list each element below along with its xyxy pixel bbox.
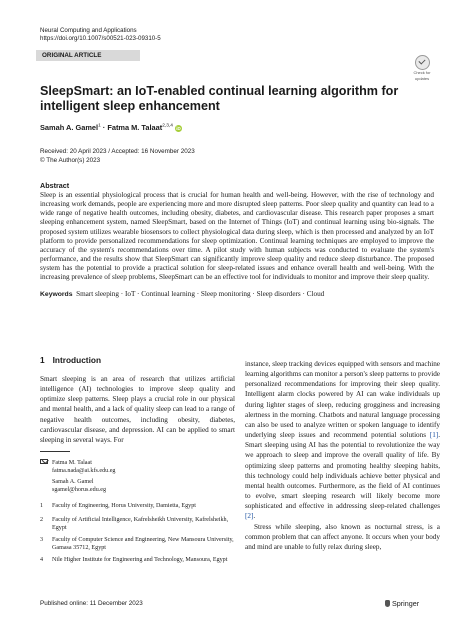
- springer-horse-icon: [385, 600, 390, 607]
- publisher-name: Springer: [392, 599, 420, 608]
- section-heading: [40, 355, 109, 365]
- check-updates-icon: [415, 55, 430, 70]
- check-updates-label-1: Check for: [413, 70, 431, 75]
- envelope-icon: [40, 459, 48, 464]
- affiliation-1: [40, 502, 235, 510]
- co-author-contact: [40, 478, 235, 494]
- author-list: [40, 123, 182, 132]
- co-author-name: Samah A. Gamel: [52, 479, 94, 485]
- section-title: Introduction: [52, 355, 102, 365]
- intro-paragraph-left: Smart sleeping is an area of research that utilizes artificial intelligence (AI) technologies to improve sleep quality and optimize sleep patterns. Sleep plays a crucial role in our physical and mental health, and a lack of quality sleep can lead to a range of negative health outcomes, including obesity, diabetes, cardiovascular disease, and depression. AI can be applied to smart sleeping in several ways. For: [40, 375, 235, 444]
- para-text-1: instance, sleep tracking devices equipped with sensors and machine learning algorithms can monitor a person's sleep patterns to provide personalized recommendations for improving their sleep quality. Intelligent alarm clocks powered by AI can wake individuals up during lighter stages of sleep, reducing grogginess and increasing alertness in the morning. Chatbots and natural language processing can also be used to analyze written or spoken language to identify underlying sleep issues and recommend potential solutions: [245, 360, 440, 440]
- para-text-3: .: [253, 512, 256, 521]
- intro-paragraph-right: [245, 359, 440, 522]
- affiliation-text: Faculty of Artificial Intelligence, Kafrelsheikh University, Kafrelsheikh, Egypt: [52, 517, 229, 531]
- abstract-heading: Abstract: [40, 181, 70, 190]
- left-column: [40, 374, 235, 445]
- copyright: © The Author(s) 2023: [40, 156, 101, 164]
- paper-title: SleepSmart: an IoT-enabled continual learning algorithm for intelligent sleep enhancement: [40, 84, 399, 113]
- citation-1[interactable]: [1]: [429, 431, 439, 440]
- check-updates-label-2: updates: [414, 75, 430, 81]
- affiliation-number: 1: [40, 503, 44, 509]
- affiliation-text: Faculty of Computer Science and Engineering, New Mansoura University, Gamasa 35712, Egypt: [52, 537, 234, 551]
- article-type-badge: ORIGINAL ARTICLE: [36, 50, 140, 61]
- author-2[interactable]: Fatma M. Talaat: [107, 123, 163, 132]
- publisher-logo: [385, 599, 419, 608]
- intro-paragraph-2: Stress while sleeping, also known as nocturnal stress, is a common problem that can affect anyone. It occurs when your body and mind are unable to fully relax during sleep,: [245, 522, 440, 551]
- author-1-affil: 1: [98, 123, 101, 129]
- affiliation-4: [40, 556, 235, 564]
- doi-link[interactable]: https://doi.org/10.1007/s00521-023-09310-5: [40, 35, 161, 42]
- journal-name: Neural Computing and Applications: [40, 27, 137, 34]
- orcid-icon[interactable]: iD: [176, 126, 181, 131]
- publication-dates: [40, 148, 195, 165]
- affiliation-text: Nile Higher Institute for Engineering and Technology, Mansoura, Egypt: [52, 557, 228, 563]
- published-online: Published online: 11 December 2023: [40, 600, 143, 607]
- keywords: [40, 290, 434, 299]
- corr-author-email[interactable]: fatma.nada@ai.kfs.edu.eg: [52, 468, 116, 474]
- corr-author-name: Fatma M. Talaat: [52, 460, 92, 466]
- keywords-label: Keywords: [40, 291, 73, 298]
- affiliation-number: 2: [40, 517, 44, 523]
- section-number: 1: [40, 355, 45, 365]
- corresponding-author: [40, 459, 235, 475]
- author-2-affil: 2,3,4: [162, 123, 173, 129]
- author-separator: ·: [102, 123, 106, 132]
- co-author-email[interactable]: sgamel@horus.edu.eg: [52, 487, 107, 493]
- affiliation-number: 4: [40, 557, 44, 563]
- citation-2[interactable]: [2]: [245, 512, 254, 521]
- right-column: [245, 359, 440, 552]
- keywords-list: Smart sleeping · IoT · Continual learning · Sleep monitoring · Sleep disorders · Cloud: [76, 290, 325, 298]
- affiliation-2: [40, 516, 235, 532]
- author-1[interactable]: Samah A. Gamel: [40, 123, 99, 132]
- check-for-updates-button[interactable]: [408, 55, 436, 79]
- affiliation-text: Faculty of Engineering, Horus University, Damietta, Egypt: [52, 503, 196, 509]
- abstract-text: Sleep is an essential physiological process that is crucial for human health and well-being. However, with the rise of technology and increasing work demands, people are experiencing more and more disrupted sleep patterns. Poor sleep quality and quantity can lead to a wide range of negative health outcomes, including obesity, diabetes, and cardiovascular disease. This research paper proposes a smart sleeping enhancement system, named SleepSmart, based on the Internet of Things (IoT) and continual learning using bio-signals. The proposed system utilizes wearable biosensors to collect physiological data during sleep, which is then processed and analyzed by an IoT platform to provide personalized recommendations for sleep optimization. Continual learning techniques are employed to improve the accuracy of the system's recommendations over time. A pilot study with human subjects was conducted to evaluate the system's performance, and the results show that SleepSmart can significantly improve sleep quality and reduce sleep disturbance. The proposed system has the potential to provide a practical solution for sleep-related issues and enhance overall health and well-being. With the increasing prevalence of sleep problems, SleepSmart can be an effective tool for individuals to monitor and improve their sleep quality.: [40, 191, 434, 282]
- received-accepted: Received: 20 April 2023 / Accepted: 16 November 2023: [40, 148, 195, 155]
- affiliation-3: [40, 536, 235, 552]
- affiliation-number: 3: [40, 537, 44, 543]
- para-text-2: . Smart sleeping using AI has the potential to revolutionize the way we approach to sleep and improve the overall quality of life. By optimizing sleep patterns and promoting healthy sleeping habits, this technology could help individuals achieve better physical and mental health outcomes. Furthermore, as the field of AI continues to evolve, smart sleeping research will likely become more sophisticated and effective in addressing sleep-related challenges: [245, 431, 440, 511]
- footnote-divider: [40, 451, 70, 452]
